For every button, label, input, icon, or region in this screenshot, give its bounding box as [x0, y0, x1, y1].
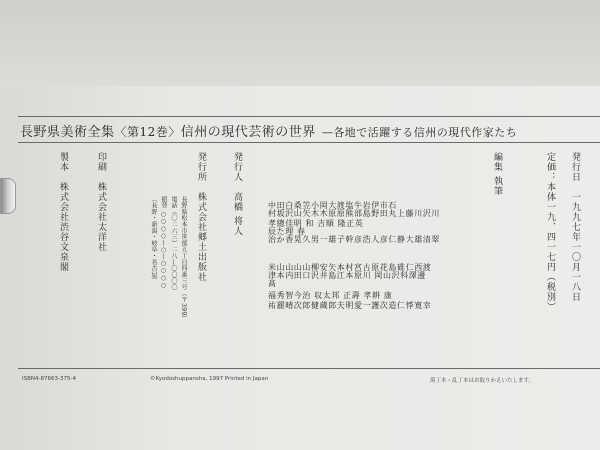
volume-subtitle: —各地で活躍する信州の現代作家たち: [321, 126, 518, 139]
binder-name: 株式会社渋谷文泉閣: [58, 182, 68, 272]
printer-label: 印刷: [96, 152, 106, 172]
contributor-row: 祐麗晴次郎健蔵郎夫明愛一護次造仁悸寛幸: [268, 301, 432, 310]
book-title: [20, 121, 517, 140]
publisher-address: 長野県松本市笹部五丁目四番三号（〒399）: [180, 196, 187, 322]
top-rule: [18, 116, 600, 117]
price: 定価：本体一九、四一七円（税別）: [545, 152, 555, 312]
publisher: [196, 152, 205, 282]
printer: [96, 152, 105, 252]
volume-title: 信州の現代芸術の世界: [180, 125, 316, 140]
publisher-label: 発行所: [196, 152, 206, 182]
replacement-note: 落丁本・乱丁本はお取りかえいたします。: [430, 378, 535, 384]
issue-date-label: 発行日: [570, 152, 580, 182]
volume-number: 〈第12巻〉: [114, 125, 181, 139]
isbn: ISBN4-87663-375-4: [22, 376, 76, 382]
publisher-person-name: 高橋 将人: [232, 192, 242, 236]
editors-label: 編集 執筆: [492, 152, 502, 196]
title-rule: [18, 142, 600, 143]
publisher-person: [232, 152, 241, 236]
publisher-offices: 〔長野・新潟・岐阜・名古屋〕: [150, 196, 157, 285]
printer-name: 株式会社太洋社: [96, 182, 106, 252]
publisher-fax: 振替 ○○○○—○—○○○○: [160, 196, 167, 290]
contributor-row: 中田白桑笠小岡大渡塩牛岩伊市石: [268, 201, 397, 210]
publisher-phone: 電話（〇二六三）二八—〇〇〇〇: [170, 196, 177, 291]
contributor-row: 村坂沢山矢木木原原熊部島野田丸上藤川沢川: [268, 209, 440, 218]
contributor-row: 辰た理 春: [268, 227, 306, 236]
publisher-name: 株式会社郷土出版社: [196, 192, 206, 282]
issue-date: [570, 152, 579, 302]
contributor-row: 髙: [268, 279, 277, 288]
copyright: ©Kyodoshuppansha, 1997 Printed in Japan: [150, 376, 269, 382]
top-shadow-band: [0, 0, 600, 86]
issue-date-value: 一九九七年一〇月一八日: [570, 192, 580, 302]
contributor-row: 孝總佳明 和 吉順 隆正英: [268, 219, 364, 228]
binder: [58, 152, 67, 272]
binder-label: 製本: [58, 152, 68, 172]
bottom-rule: [18, 368, 600, 369]
series-title: 長野県美術全集: [20, 125, 115, 140]
contributor-row: 米山山山山柳安矢本村宮古原花島碓仁西渡: [268, 263, 432, 272]
binder-clip: [0, 178, 16, 214]
publisher-person-label: 発行人: [232, 152, 242, 182]
contributor-row: 津本内田口沢井島江本原川 岡山沢科澤邊: [268, 271, 426, 280]
contributor-row: 福秀智今治 収太邦 正壽 孝耕 康: [268, 291, 393, 300]
contributor-row: 治か香晃久男一雄子幹彦浩人彦仁静大雄清翠: [268, 235, 440, 244]
